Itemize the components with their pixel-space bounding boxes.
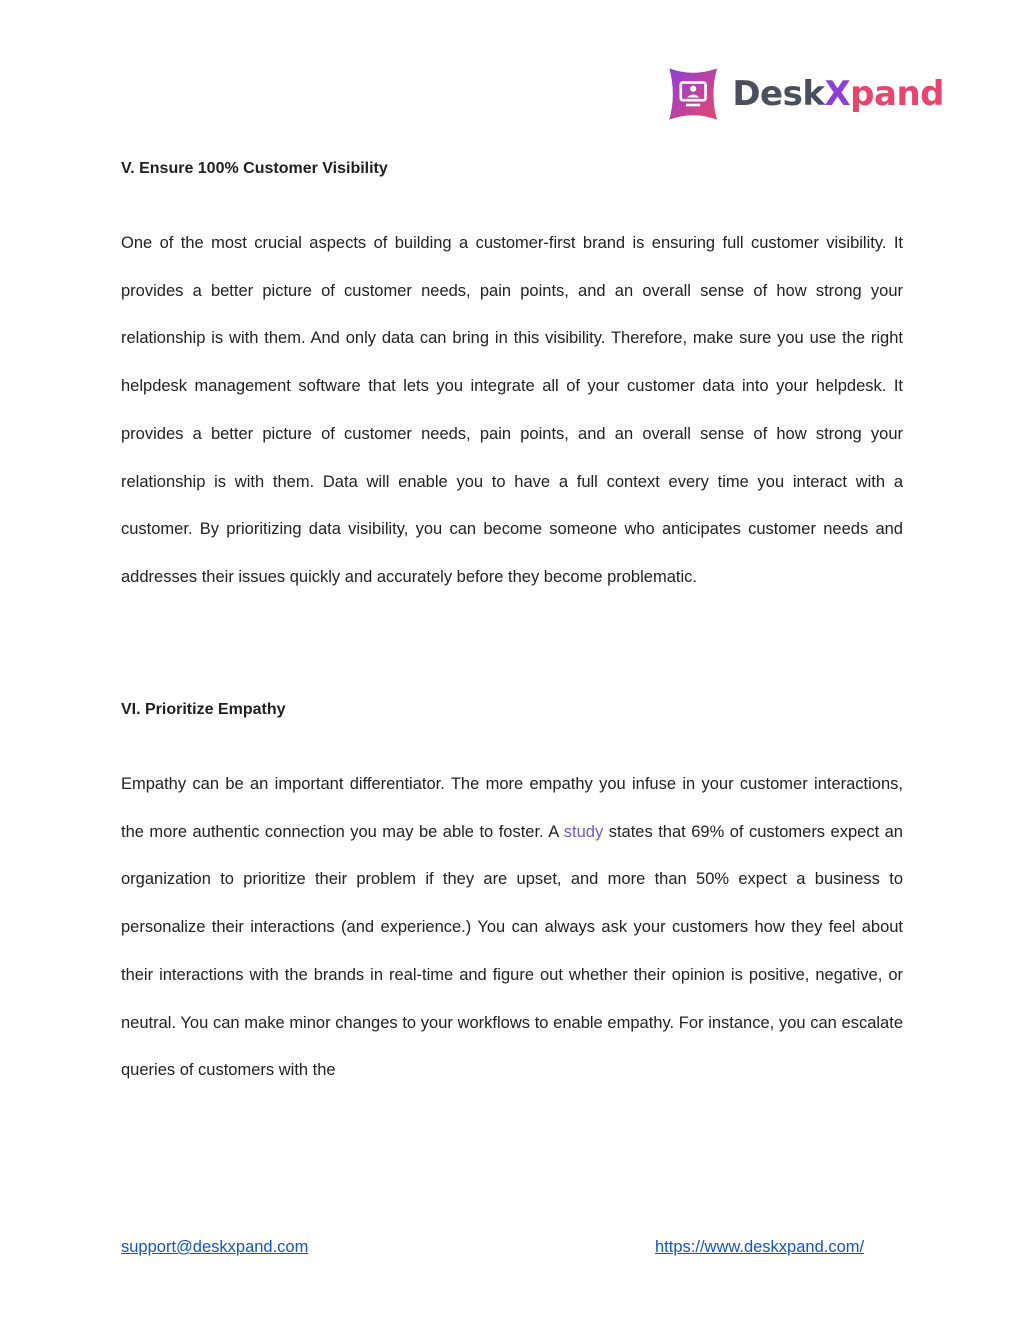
- brand-logo: [664, 60, 944, 128]
- brand-name-part-desk: Desk: [732, 74, 825, 114]
- brand-wordmark: [732, 74, 944, 114]
- section-6-text-after-link: states that 69% of customers expect an organization to prioritize their problem if they are upset, and more than 50% expect a business to personalize their interactions (and experience.) You can always ask your customers how they feel about their interactions with the brands in real-time and figure out whether their opinion is positive, negative, or neutral. You can make minor changes to your workflows to enable empathy. For instance, you can escalate queries of customers with the: [121, 822, 903, 1080]
- website-link[interactable]: https://www.deskxpand.com/: [655, 1238, 865, 1256]
- section-6-heading: VI. Prioritize Empathy: [121, 701, 286, 718]
- section-6-paragraph: [121, 761, 903, 1095]
- section-5-paragraph: One of the most crucial aspects of building a customer-first brand is ensuring full customer visibility. It provides a better picture of customer needs, pain points, and an overall sense of how strong your relationship is with them. And only data can bring in this visibility. Therefore, make sure you use the right helpdesk management software that lets you integrate all of your customer data into your helpdesk. It provides a better picture of customer needs, pain points, and an overall sense of how strong your relationship is with them. Data will enable you to have a full context every time you interact with a customer. By prioritizing data visibility, you can become someone who anticipates customer needs and addresses their issues quickly and accurately before they become problematic.: [121, 234, 903, 586]
- study-link[interactable]: study: [563, 822, 604, 841]
- brand-name-part-pand: pand: [850, 74, 944, 114]
- monitor-star-icon: [664, 61, 722, 127]
- support-email-link[interactable]: support@deskxpand.com: [121, 1238, 309, 1256]
- section-6-text-before-link: Empathy can be an important differentiator. The more empathy you infuse in your customer interactions, the more authentic connection you may be able to foster. A: [121, 775, 903, 841]
- section-5-heading: V. Ensure 100% Customer Visibility: [121, 160, 388, 177]
- brand-name-part-x: X: [824, 74, 851, 114]
